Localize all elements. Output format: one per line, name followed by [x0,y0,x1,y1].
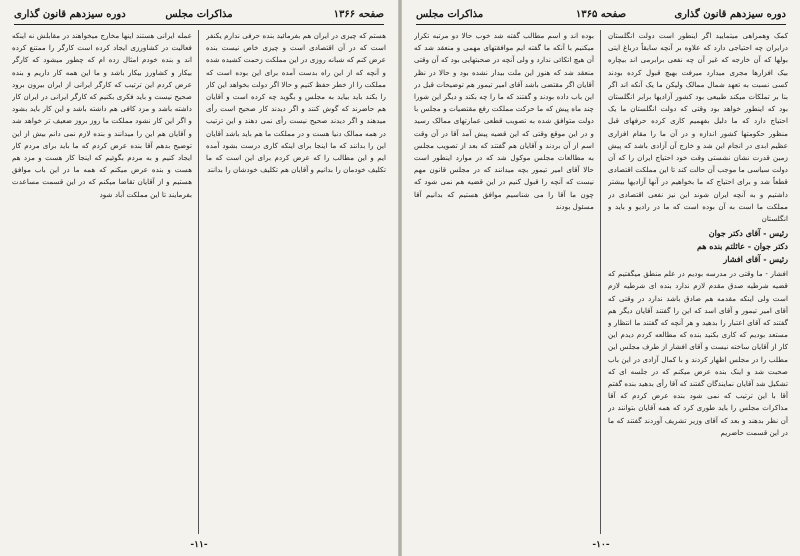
right-page-header [416,8,786,25]
text-column-left [414,30,594,534]
speaker-list [608,227,788,266]
left-page-header [14,8,384,25]
page-number: -۱۱- [190,540,208,550]
speaker-line: دکتر جوان - عائلتم بنده هم [696,241,788,252]
speaker-line: رئیس - آقای افشار [723,254,788,265]
column-text: عمله ایرانی هستند اینها مخارج میخواهند در مقابلش نه اینکه فعالیت در کشاورزی ایجاد کرده است کارگر را ممتنع کرده اند و بنده خودم امثال زده ام که چطور میشود که کارگر بیکار و کشاورز بیکار باشد و ما این همه کار داریم و بنده عرض کردم این ترتیب که کارگر ایرانی از ایران بیرون برود صحیح نیست و باید فکری بکنیم که کارگر ایرانی در ایران کار داشته باشد و مزد کافی هم داشته باشد و این کار باید بشود و اگر این کار نشود مملکت ما روز بروز ضعیف تر خواهد شد و آقایان هم این را میدانند و بنده لازم نمی دانم بیش از این توضیح بدهم آقا بنده عرض کردم که ما باید برای مردم کار ایجاد کنیم و به مردم بگوئیم که اینجا کار هست و مزد هم هست و بنده عرض میکنم که همه ما در این باب موافق هستیم و از آقایان تقاضا میکنم که در این قسمت مساعدت بفرمایند تا این مملکت آباد شود [12,31,192,199]
left-page [0,0,398,556]
right-page [402,0,800,556]
text-column-right [206,30,386,534]
speaker-line: رئیس - آقای دکتر جوان [708,228,788,239]
left-page-columns [12,30,386,534]
speech-text: افشار - ما وقتی در مدرسه بودیم در علم منطق میگفتیم که قضیه شرطیه صدق مقدم لازم ندارد بنده ای شرطیه لازم است ولی اینکه مقدمه هم صادق باشد ندارد در وقتی که آقای امیر تیمور و آقای اسد که این را گفتند آقایان دیگر هم گفتند که آقای اعتبار را بدهید و هر آنچه که گفتند ما انتظار و مستعد بودیم که کاری بکنید بنده که مطالعه کردم دیدم این کار از آقایان ساخته نیست و آقای افشار از طرف مجلس این مطلب را در مجلس اظهار کردند و با کمال آزادی در این باب صحبت شد و اینک بنده عرض میکنم که در جلسه ای که تشکیل شد آقایان نمایندگان گفتند که آقا رأی بدهید بنده گفتم آقا با این ترتیب که نمی شود بنده عرض کردم که آقا مذاکرات مجلس را باید طوری کرد که همه آقایان بتوانند در آن نظر بدهند و بعد که آقای وزیر تشریف آوردند گفتند که ما در این قسمت حاضریم [608,269,788,437]
session-title: دوره سیزدهم قانون گذاری [14,9,126,20]
column-text: کمک وهمراهی میتمایید اگر اینطور است دولت انگلستان درایران چه احتیاجی دارد که علاوه بر آنچه سابقاً درباغ ایتی بولها که آن خارجه که غیر آن چه نفعی برابرمی اند بیچاره بیک افزارها مجری میدارد میرفت بهیچ قبول کرده بودند کسی نسبت به تعهد شمال ممالک ولیکن ما یک آنکه اند اگر بنا بر تملکات میکند طبیعی بود کشور آزادیها برابر انگلستان بود که اینطور خواهد بود وقتی که دولت انگلستان ما یک احتیاج دارد که ما دلیل بفهمیم کاری کرده حرفهای قبل منظور حکومتها کشور اندازه و در آن ما را مقام افزاری عظیم ابدی در انجام این شد و خارج آن آزادی باشد که پیش زمین قدرت نشان نشستی وقت خود احتیاج ایران را که آن دولت سیاسی ما موجب آن حالت کند تا این مملکت اقتصادی قطعاً شد و برای احتیاج که ما بخواهیم در آنها آزادیها بیشتر داشتیم و به آنچه ایران شوند این نیز نفعی اقتصادی در مملکت ما است به آن بوده است که ما در رادیو و باید و انگلستان [608,31,788,224]
page-number: -۱۰- [592,540,610,550]
text-column-left [12,30,192,534]
column-text: بوده اند و اسم مطالب گفته شد خوب حالا دو مرتبه تکرار میکنیم با آنکه ما گفته ایم موافقتهای مهمی و منعقد شد که آن هیچ اتکائی ندارد و ولی آنچه در صحبتهایی بود که آن وقتی منعقد شد که هنوز این ملت بیدار نشده بود و حالا در نظر آقایان اگر مقتضی باشد آقای امیر تیمور هم توضیحات قبل در این باب داده بودند و گفتند که ما را چه بکند و دیگر این شورا چند ماه پیش که ما حرکت مملکت رفع مقتضیات و مجلس با دولت متوافق شده به تصویب قطعی عمارتهای ممالک رسید و در این موقع وقتی که این قضیه پیش آمد آقا در آن وقت اسم از آن بردند و آقایان هم گفتند که بعد از تصویب مجلس به مطالعات مجلس موکول شد که در موارد اینطور است حالا آقای امیر تیمور بچه میدانند که در مجلس قانون مهم نیست که آنچه را قبول کنیم در این قضیه هم نمی شود که چون ما آقا را می شناسیم موافق هستیم که بدانیم آقا مسئول بودند [414,31,594,211]
session-title: دوره سیزدهم قانون گذاری [674,9,786,20]
page-label: صفحه ۱۳۶۶ [333,9,384,20]
journal-title: مذاکرات مجلس [165,9,233,20]
journal-title: مذاکرات مجلس [416,9,484,20]
column-divider [198,30,199,534]
text-column-right [608,30,788,534]
column-divider [600,30,601,534]
right-page-columns [414,30,788,534]
page-label: صفحه ۱۳۶۵ [575,9,627,20]
column-text: هستم که چیزی در ایران هم بفرمائید بنده حرفی ندارم یکنفر است که در آن اقتصادی است و چیزی خاص نیست بنده عرض کنم که شبانه روزی در این مملکت زحمت کشیده شده و آنچه که از این راه بدست آمده برای این بوده است که مملکت را از خطر حفظ کنیم و حالا اگر دولت بخواهد این کار را بکند باید بیاید به مجلس و بگوید چه کرده است و آقایان هم حاضرند که گوش کنند و اگر دیدند کار صحیح است رأی میدهند و اگر دیدند صحیح نیست رأی نمی دهند و این ترتیب در همه ممالک دنیا هست و در مملکت ما هم باید باشد آقایان این را بدانند که ما اینجا برای اینکه کاری درست بشود آمده ایم و این مطالب را که عرض کردم برای این است که ما تکلیف خودمان را بدانیم و آقایان هم تکلیف خودشان را بدانند [206,31,386,175]
